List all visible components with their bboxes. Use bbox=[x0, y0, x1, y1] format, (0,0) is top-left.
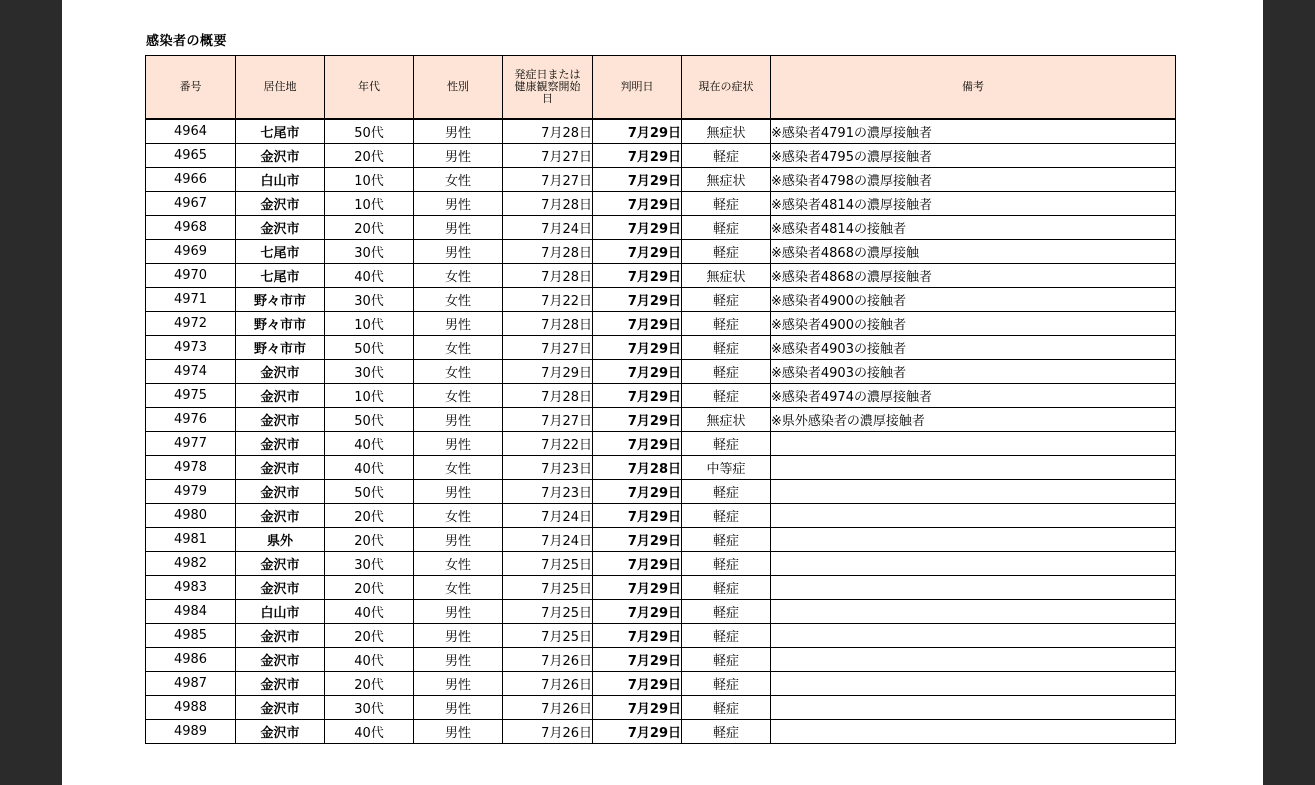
cell-num: 4987 bbox=[146, 672, 236, 696]
cell-confirmed: 7月29日 bbox=[593, 600, 682, 624]
document-title: 感染者の概要 bbox=[146, 34, 228, 49]
header-symptoms: 現在の症状 bbox=[682, 56, 771, 120]
cell-symptoms: 軽症 bbox=[682, 696, 771, 720]
cell-sex: 女性 bbox=[414, 360, 503, 384]
cell-confirmed: 7月29日 bbox=[593, 192, 682, 216]
cell-age: 20代 bbox=[325, 144, 414, 168]
cell-remarks bbox=[771, 624, 1176, 648]
cell-symptoms: 無症状 bbox=[682, 408, 771, 432]
cell-symptoms: 軽症 bbox=[682, 240, 771, 264]
cell-remarks: ※県外感染者の濃厚接触者 bbox=[771, 408, 1176, 432]
cell-sex: 男性 bbox=[414, 144, 503, 168]
cell-remarks: ※感染者4814の濃厚接触者 bbox=[771, 192, 1176, 216]
cell-sex: 男性 bbox=[414, 192, 503, 216]
table-row bbox=[146, 504, 1176, 528]
cell-sex: 女性 bbox=[414, 576, 503, 600]
cell-symptoms: 軽症 bbox=[682, 600, 771, 624]
cell-age: 20代 bbox=[325, 672, 414, 696]
cell-symptoms: 無症状 bbox=[682, 168, 771, 192]
document-page bbox=[62, 0, 1263, 785]
cell-confirmed: 7月29日 bbox=[593, 504, 682, 528]
cell-residence: 野々市市 bbox=[236, 288, 325, 312]
table-row bbox=[146, 216, 1176, 240]
cell-sex: 男性 bbox=[414, 119, 503, 144]
cell-onset: 7月28日 bbox=[503, 312, 593, 336]
cell-num: 4989 bbox=[146, 720, 236, 744]
cell-symptoms: 軽症 bbox=[682, 312, 771, 336]
cell-onset: 7月28日 bbox=[503, 240, 593, 264]
cell-remarks bbox=[771, 720, 1176, 744]
header-remarks: 備考 bbox=[771, 56, 1176, 120]
cell-sex: 女性 bbox=[414, 336, 503, 360]
cell-age: 20代 bbox=[325, 624, 414, 648]
cell-remarks: ※感染者4798の濃厚接触者 bbox=[771, 168, 1176, 192]
cell-remarks: ※感染者4900の接触者 bbox=[771, 288, 1176, 312]
cell-num: 4969 bbox=[146, 240, 236, 264]
cell-num: 4972 bbox=[146, 312, 236, 336]
cell-sex: 男性 bbox=[414, 480, 503, 504]
cell-remarks bbox=[771, 648, 1176, 672]
cell-residence: 金沢市 bbox=[236, 360, 325, 384]
cell-age: 40代 bbox=[325, 456, 414, 480]
cell-confirmed: 7月29日 bbox=[593, 288, 682, 312]
cell-confirmed: 7月29日 bbox=[593, 720, 682, 744]
cell-sex: 男性 bbox=[414, 408, 503, 432]
cell-sex: 女性 bbox=[414, 168, 503, 192]
cell-onset: 7月27日 bbox=[503, 336, 593, 360]
cell-symptoms: 軽症 bbox=[682, 504, 771, 528]
cell-sex: 男性 bbox=[414, 696, 503, 720]
cell-sex: 男性 bbox=[414, 432, 503, 456]
cell-confirmed: 7月28日 bbox=[593, 456, 682, 480]
cell-num: 4964 bbox=[146, 119, 236, 144]
cell-residence: 野々市市 bbox=[236, 336, 325, 360]
cell-remarks: ※感染者4974の濃厚接触者 bbox=[771, 384, 1176, 408]
cell-residence: 白山市 bbox=[236, 600, 325, 624]
cell-num: 4967 bbox=[146, 192, 236, 216]
table-row bbox=[146, 600, 1176, 624]
cell-remarks: ※感染者4868の濃厚接触者 bbox=[771, 264, 1176, 288]
cell-sex: 男性 bbox=[414, 600, 503, 624]
cell-sex: 男性 bbox=[414, 240, 503, 264]
cell-confirmed: 7月29日 bbox=[593, 624, 682, 648]
cell-confirmed: 7月29日 bbox=[593, 528, 682, 552]
cell-remarks bbox=[771, 600, 1176, 624]
cell-symptoms: 軽症 bbox=[682, 192, 771, 216]
cell-onset: 7月27日 bbox=[503, 168, 593, 192]
cell-residence: 七尾市 bbox=[236, 240, 325, 264]
table-row bbox=[146, 119, 1176, 144]
cell-num: 4973 bbox=[146, 336, 236, 360]
cell-symptoms: 軽症 bbox=[682, 336, 771, 360]
cell-age: 50代 bbox=[325, 408, 414, 432]
cell-age: 40代 bbox=[325, 432, 414, 456]
cell-age: 30代 bbox=[325, 552, 414, 576]
cell-residence: 県外 bbox=[236, 528, 325, 552]
table-row bbox=[146, 192, 1176, 216]
cell-onset: 7月28日 bbox=[503, 384, 593, 408]
cell-confirmed: 7月29日 bbox=[593, 432, 682, 456]
cell-residence: 金沢市 bbox=[236, 648, 325, 672]
cell-num: 4971 bbox=[146, 288, 236, 312]
cell-residence: 金沢市 bbox=[236, 624, 325, 648]
cell-symptoms: 軽症 bbox=[682, 216, 771, 240]
cell-residence: 七尾市 bbox=[236, 264, 325, 288]
cell-num: 4966 bbox=[146, 168, 236, 192]
table-row bbox=[146, 408, 1176, 432]
cell-onset: 7月25日 bbox=[503, 600, 593, 624]
cell-confirmed: 7月29日 bbox=[593, 216, 682, 240]
cell-residence: 金沢市 bbox=[236, 576, 325, 600]
cell-sex: 女性 bbox=[414, 264, 503, 288]
cell-remarks: ※感染者4795の濃厚接触者 bbox=[771, 144, 1176, 168]
cell-remarks bbox=[771, 480, 1176, 504]
cell-confirmed: 7月29日 bbox=[593, 168, 682, 192]
cell-remarks bbox=[771, 456, 1176, 480]
cell-residence: 金沢市 bbox=[236, 192, 325, 216]
cell-sex: 女性 bbox=[414, 552, 503, 576]
cell-confirmed: 7月29日 bbox=[593, 480, 682, 504]
cell-residence: 金沢市 bbox=[236, 504, 325, 528]
cell-confirmed: 7月29日 bbox=[593, 576, 682, 600]
cell-onset: 7月22日 bbox=[503, 288, 593, 312]
cell-onset: 7月22日 bbox=[503, 432, 593, 456]
cell-confirmed: 7月29日 bbox=[593, 312, 682, 336]
cell-symptoms: 軽症 bbox=[682, 672, 771, 696]
cell-remarks bbox=[771, 672, 1176, 696]
cell-num: 4986 bbox=[146, 648, 236, 672]
cell-symptoms: 軽症 bbox=[682, 288, 771, 312]
header-residence: 居住地 bbox=[236, 56, 325, 120]
cell-sex: 女性 bbox=[414, 504, 503, 528]
cell-onset: 7月23日 bbox=[503, 480, 593, 504]
cell-remarks bbox=[771, 432, 1176, 456]
table-row bbox=[146, 288, 1176, 312]
cell-age: 40代 bbox=[325, 600, 414, 624]
cell-remarks: ※感染者4868の濃厚接触 bbox=[771, 240, 1176, 264]
table-row bbox=[146, 480, 1176, 504]
cell-confirmed: 7月29日 bbox=[593, 360, 682, 384]
cell-residence: 金沢市 bbox=[236, 144, 325, 168]
table-row bbox=[146, 144, 1176, 168]
cell-residence: 金沢市 bbox=[236, 696, 325, 720]
cell-num: 4974 bbox=[146, 360, 236, 384]
cell-symptoms: 軽症 bbox=[682, 384, 771, 408]
cell-age: 10代 bbox=[325, 192, 414, 216]
cell-symptoms: 軽症 bbox=[682, 528, 771, 552]
cell-sex: 男性 bbox=[414, 648, 503, 672]
cell-onset: 7月27日 bbox=[503, 408, 593, 432]
cell-remarks bbox=[771, 504, 1176, 528]
cell-onset: 7月26日 bbox=[503, 648, 593, 672]
cell-symptoms: 軽症 bbox=[682, 552, 771, 576]
cell-onset: 7月24日 bbox=[503, 504, 593, 528]
cell-num: 4970 bbox=[146, 264, 236, 288]
header-num: 番号 bbox=[146, 56, 236, 120]
cell-onset: 7月25日 bbox=[503, 624, 593, 648]
table-row bbox=[146, 696, 1176, 720]
cell-age: 40代 bbox=[325, 720, 414, 744]
cell-sex: 女性 bbox=[414, 456, 503, 480]
cell-remarks: ※感染者4903の接触者 bbox=[771, 336, 1176, 360]
cell-sex: 男性 bbox=[414, 216, 503, 240]
header-confirmed: 判明日 bbox=[593, 56, 682, 120]
cell-onset: 7月26日 bbox=[503, 696, 593, 720]
cell-onset: 7月24日 bbox=[503, 216, 593, 240]
cell-confirmed: 7月29日 bbox=[593, 240, 682, 264]
cell-num: 4968 bbox=[146, 216, 236, 240]
cell-sex: 男性 bbox=[414, 624, 503, 648]
cell-symptoms: 軽症 bbox=[682, 432, 771, 456]
cell-num: 4965 bbox=[146, 144, 236, 168]
cell-confirmed: 7月29日 bbox=[593, 696, 682, 720]
cell-symptoms: 軽症 bbox=[682, 720, 771, 744]
table-row bbox=[146, 240, 1176, 264]
cell-remarks bbox=[771, 696, 1176, 720]
table-body bbox=[146, 119, 1176, 744]
table-row bbox=[146, 720, 1176, 744]
cell-num: 4976 bbox=[146, 408, 236, 432]
table-header-row bbox=[146, 56, 1176, 120]
cell-onset: 7月25日 bbox=[503, 576, 593, 600]
cell-residence: 白山市 bbox=[236, 168, 325, 192]
cell-age: 10代 bbox=[325, 168, 414, 192]
cell-onset: 7月23日 bbox=[503, 456, 593, 480]
cell-age: 40代 bbox=[325, 648, 414, 672]
table-row bbox=[146, 528, 1176, 552]
cell-residence: 金沢市 bbox=[236, 480, 325, 504]
cell-age: 20代 bbox=[325, 504, 414, 528]
cell-onset: 7月24日 bbox=[503, 528, 593, 552]
table-row bbox=[146, 312, 1176, 336]
cell-remarks: ※感染者4900の接触者 bbox=[771, 312, 1176, 336]
header-age: 年代 bbox=[325, 56, 414, 120]
cell-onset: 7月26日 bbox=[503, 672, 593, 696]
cell-residence: 七尾市 bbox=[236, 119, 325, 144]
table-row bbox=[146, 264, 1176, 288]
cell-symptoms: 軽症 bbox=[682, 624, 771, 648]
header-onset: 発症日または健康観察開始日 bbox=[503, 56, 593, 120]
cell-residence: 野々市市 bbox=[236, 312, 325, 336]
cell-symptoms: 軽症 bbox=[682, 360, 771, 384]
cell-onset: 7月25日 bbox=[503, 552, 593, 576]
table-row bbox=[146, 384, 1176, 408]
cell-age: 50代 bbox=[325, 480, 414, 504]
cell-confirmed: 7月29日 bbox=[593, 648, 682, 672]
cell-sex: 女性 bbox=[414, 384, 503, 408]
cell-num: 4982 bbox=[146, 552, 236, 576]
table-row bbox=[146, 168, 1176, 192]
cell-num: 4981 bbox=[146, 528, 236, 552]
table-row bbox=[146, 432, 1176, 456]
cell-remarks bbox=[771, 528, 1176, 552]
cell-sex: 男性 bbox=[414, 312, 503, 336]
cell-confirmed: 7月29日 bbox=[593, 384, 682, 408]
cell-symptoms: 軽症 bbox=[682, 144, 771, 168]
cell-num: 4984 bbox=[146, 600, 236, 624]
cell-onset: 7月28日 bbox=[503, 264, 593, 288]
cell-remarks: ※感染者4903の接触者 bbox=[771, 360, 1176, 384]
cell-symptoms: 軽症 bbox=[682, 480, 771, 504]
cell-symptoms: 軽症 bbox=[682, 648, 771, 672]
cell-sex: 男性 bbox=[414, 720, 503, 744]
cell-onset: 7月26日 bbox=[503, 720, 593, 744]
cell-sex: 女性 bbox=[414, 288, 503, 312]
cell-remarks: ※感染者4791の濃厚接触者 bbox=[771, 119, 1176, 144]
case-summary-table bbox=[145, 55, 1176, 744]
cell-num: 4988 bbox=[146, 696, 236, 720]
cell-remarks: ※感染者4814の接触者 bbox=[771, 216, 1176, 240]
table-row bbox=[146, 576, 1176, 600]
cell-num: 4983 bbox=[146, 576, 236, 600]
cell-sex: 男性 bbox=[414, 672, 503, 696]
header-sex: 性別 bbox=[414, 56, 503, 120]
cell-num: 4975 bbox=[146, 384, 236, 408]
table-row bbox=[146, 360, 1176, 384]
cell-age: 10代 bbox=[325, 384, 414, 408]
cell-onset: 7月27日 bbox=[503, 144, 593, 168]
table-row bbox=[146, 336, 1176, 360]
cell-confirmed: 7月29日 bbox=[593, 264, 682, 288]
cell-residence: 金沢市 bbox=[236, 216, 325, 240]
cell-num: 4985 bbox=[146, 624, 236, 648]
cell-age: 50代 bbox=[325, 119, 414, 144]
cell-age: 20代 bbox=[325, 216, 414, 240]
cell-residence: 金沢市 bbox=[236, 456, 325, 480]
cell-onset: 7月28日 bbox=[503, 119, 593, 144]
cell-onset: 7月29日 bbox=[503, 360, 593, 384]
cell-age: 30代 bbox=[325, 696, 414, 720]
cell-age: 30代 bbox=[325, 360, 414, 384]
cell-age: 10代 bbox=[325, 312, 414, 336]
cell-remarks bbox=[771, 576, 1176, 600]
cell-confirmed: 7月29日 bbox=[593, 552, 682, 576]
cell-symptoms: 中等症 bbox=[682, 456, 771, 480]
cell-age: 30代 bbox=[325, 288, 414, 312]
cell-age: 30代 bbox=[325, 240, 414, 264]
cell-onset: 7月28日 bbox=[503, 192, 593, 216]
cell-confirmed: 7月29日 bbox=[593, 408, 682, 432]
cell-sex: 男性 bbox=[414, 528, 503, 552]
cell-age: 50代 bbox=[325, 336, 414, 360]
table-row bbox=[146, 552, 1176, 576]
cell-residence: 金沢市 bbox=[236, 384, 325, 408]
table-row bbox=[146, 648, 1176, 672]
table-row bbox=[146, 672, 1176, 696]
table-row bbox=[146, 456, 1176, 480]
cell-symptoms: 無症状 bbox=[682, 119, 771, 144]
cell-age: 20代 bbox=[325, 576, 414, 600]
cell-confirmed: 7月29日 bbox=[593, 336, 682, 360]
cell-remarks bbox=[771, 552, 1176, 576]
cell-residence: 金沢市 bbox=[236, 672, 325, 696]
table-row bbox=[146, 624, 1176, 648]
cell-confirmed: 7月29日 bbox=[593, 672, 682, 696]
cell-age: 40代 bbox=[325, 264, 414, 288]
cell-symptoms: 軽症 bbox=[682, 576, 771, 600]
cell-num: 4978 bbox=[146, 456, 236, 480]
cell-age: 20代 bbox=[325, 528, 414, 552]
cell-residence: 金沢市 bbox=[236, 432, 325, 456]
cell-residence: 金沢市 bbox=[236, 408, 325, 432]
cell-num: 4980 bbox=[146, 504, 236, 528]
cell-symptoms: 無症状 bbox=[682, 264, 771, 288]
cell-residence: 金沢市 bbox=[236, 552, 325, 576]
cell-confirmed: 7月29日 bbox=[593, 119, 682, 144]
cell-confirmed: 7月29日 bbox=[593, 144, 682, 168]
cell-residence: 金沢市 bbox=[236, 720, 325, 744]
cell-num: 4979 bbox=[146, 480, 236, 504]
cell-num: 4977 bbox=[146, 432, 236, 456]
